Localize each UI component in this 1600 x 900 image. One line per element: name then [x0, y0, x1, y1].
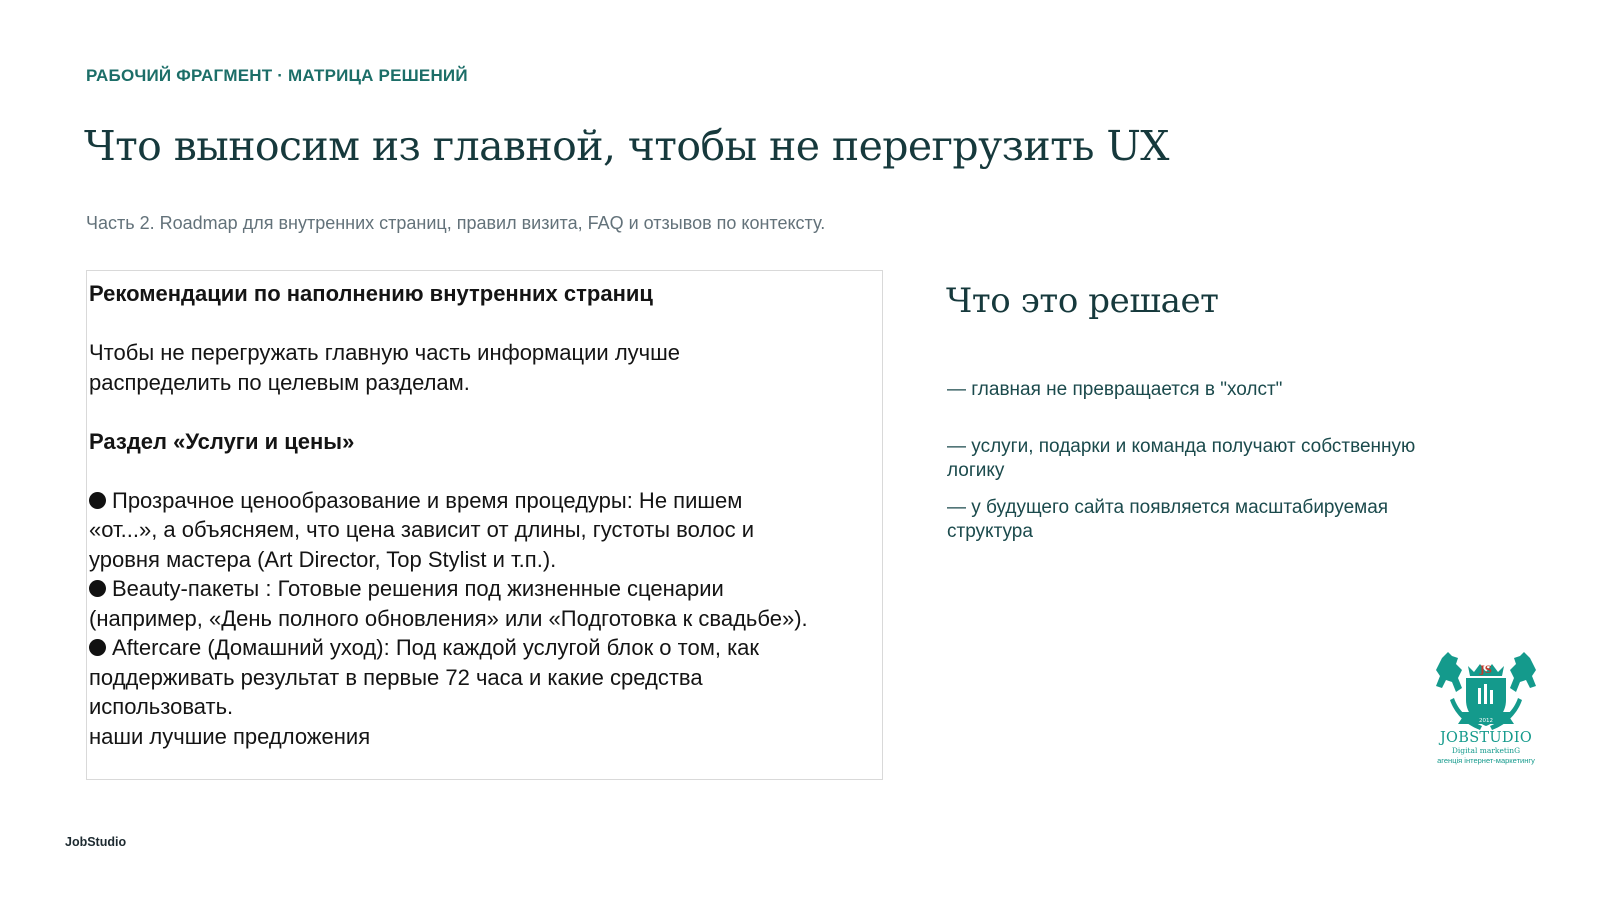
bullet-2: [89, 574, 872, 604]
page-title: Что выносим из главной, чтобы не перегрузить UX: [84, 122, 1169, 170]
bullet-dot-icon: [89, 639, 106, 656]
footer-brand: JobStudio: [65, 835, 127, 849]
bullet-3: [89, 633, 872, 663]
logo-year: 2012: [1479, 718, 1493, 724]
logo-tagline-2: агенція інтернет-маркетингу: [1437, 756, 1535, 765]
intro-line-1: Чтобы не перегружать главную часть информации лучше: [89, 340, 681, 365]
bullet-1-line-3: уровня мастера (Art Director, Top Stylist и т.п.).: [89, 546, 557, 572]
bullet-1-line-2: «от...», а объясняем, что цена зависит от длины, густоты волос и: [89, 517, 755, 542]
bullet-3-line-2: поддерживать результат в первые 72 часа и какие средства: [89, 664, 703, 690]
recommendations-card: [86, 270, 883, 780]
logo-tagline: Digital marketinG: [1451, 746, 1521, 755]
bullet-dot-icon: [89, 492, 106, 509]
eyebrow-label: РАБОЧИЙ ФРАГМЕНТ · МАТРИЦА РЕШЕНИЙ: [86, 66, 468, 85]
bullet-3-line-1: Aftercare (Домашний уход): Под каждой услугой блок о том, как: [112, 635, 760, 660]
bullet-1-line-1: Прозрачное ценообразование и время процедуры: Не пишем: [112, 487, 743, 513]
spacer: [89, 456, 872, 486]
spacer: [89, 309, 872, 339]
bullet-3-line-3: использовать.: [89, 694, 234, 719]
closing-line: наши лучшие предложения: [89, 723, 371, 749]
sidebar-title: Что это решает: [946, 281, 1219, 321]
card-heading: Рекомендации по наполнению внутренних страниц: [89, 281, 653, 306]
page-subtitle: Часть 2. Roadmap для внутренних страниц, правил визита, FAQ и отзывов по контексту.: [86, 213, 826, 233]
bullet-2-line-1: Beauty-пакеты : Готовые решения под жизненные сценарии: [112, 576, 724, 601]
sidebar-item-2: — услуги, подарки и команда получают собственную логику: [947, 436, 1416, 481]
spacer: [89, 397, 872, 427]
bullet-2-line-2: (например, «День полного обновления» или «Подготовка к свадьбе»).: [89, 605, 808, 631]
sidebar-item-1: — главная не превращается в "холст": [947, 379, 1283, 400]
logo-name: JOBSTUDIO: [1439, 730, 1533, 746]
bullet-1: [89, 486, 872, 516]
sidebar-item-3: — у будущего сайта появляется масштабируемая структура: [947, 497, 1389, 542]
intro-line-2: распределить по целевым разделам.: [89, 369, 470, 395]
section-heading: Раздел «Услуги и цены»: [89, 428, 355, 454]
logo-badge: JS: [1480, 665, 1492, 676]
bullet-dot-icon: [89, 580, 106, 597]
